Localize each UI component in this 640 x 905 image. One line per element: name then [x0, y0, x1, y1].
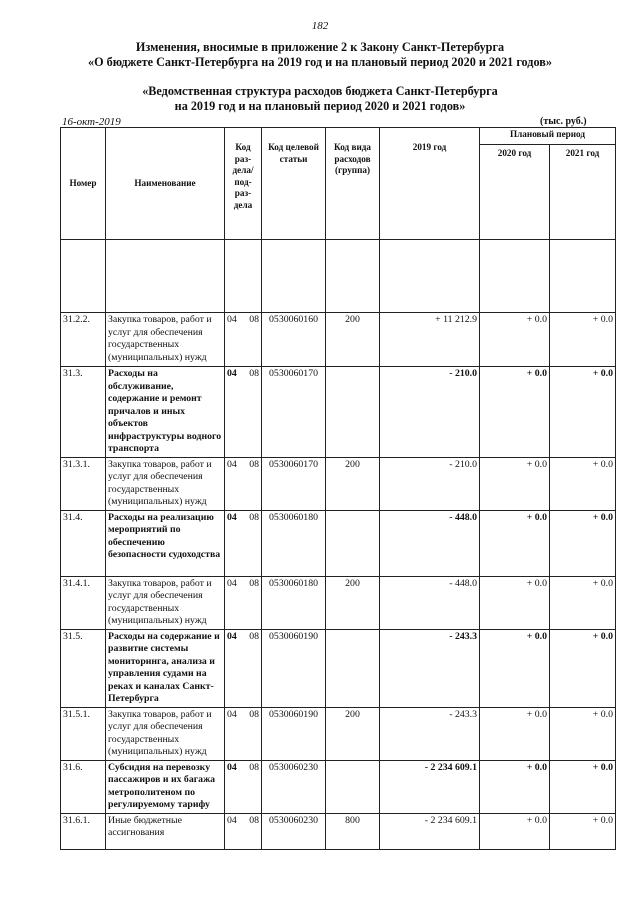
row-number: 31.6.: [61, 760, 106, 813]
row-subsection-code: 08: [243, 629, 262, 707]
row-amount-2020: + 0.0: [480, 629, 550, 707]
row-number: 31.5.: [61, 629, 106, 707]
title-line-1: Изменения, вносимые в приложение 2 к Закону Санкт-Петербурга: [135, 40, 505, 54]
row-amount-2019: + 11 212.9: [380, 313, 480, 367]
row-section-code: 04: [225, 629, 243, 707]
row-number: 31.6.1.: [61, 813, 106, 849]
row-subsection-code: 08: [243, 313, 262, 367]
row-amount-2021: + 0.0: [550, 367, 616, 458]
row-expense-type: 200: [326, 576, 380, 629]
header-2019: 2019 год: [380, 128, 480, 240]
row-amount-2020: + 0.0: [480, 510, 550, 576]
page-number: 182: [311, 20, 329, 32]
row-amount-2020: + 0.0: [480, 457, 550, 510]
row-target-code: 0530060170: [262, 457, 326, 510]
row-amount-2021: + 0.0: [550, 813, 616, 849]
row-amount-2021: + 0.0: [550, 707, 616, 760]
document-title: [0, 40, 640, 70]
row-amount-2020: + 0.0: [480, 367, 550, 458]
row-name: Расходы на содержание и развитие системы мониторинга, анализа и управления судами на реках и каналах Санкт-Петербурга: [106, 629, 225, 707]
row-target-code: 0530060230: [262, 813, 326, 849]
row-amount-2019: - 2 234 609.1: [380, 813, 480, 849]
row-number: 31.4.: [61, 510, 106, 576]
row-amount-2021: + 0.0: [550, 510, 616, 576]
row-amount-2019: - 448.0: [380, 510, 480, 576]
row-section-code: 04: [225, 367, 243, 458]
header-spacer: [61, 240, 616, 313]
table-row: [61, 313, 616, 367]
table-row: [61, 707, 616, 760]
row-expense-type: [326, 760, 380, 813]
row-name: Закупка товаров, работ и услуг для обеспечения государственных (муниципальных) нужд: [106, 313, 225, 367]
row-amount-2021: + 0.0: [550, 313, 616, 367]
budget-table: [60, 127, 616, 850]
row-target-code: 0530060170: [262, 367, 326, 458]
row-name: Субсидия на перевозку пассажиров и их багажа метрополитеном по регулируемому тарифу: [106, 760, 225, 813]
row-amount-2021: + 0.0: [550, 629, 616, 707]
row-amount-2019: - 243.3: [380, 707, 480, 760]
row-name: Закупка товаров, работ и услуг для обеспечения государственных (муниципальных) нужд: [106, 457, 225, 510]
row-name: Иные бюджетные ассигнования: [106, 813, 225, 849]
row-section-code: 04: [225, 760, 243, 813]
row-amount-2019: - 2 234 609.1: [380, 760, 480, 813]
row-number: 31.5.1.: [61, 707, 106, 760]
row-expense-type: 800: [326, 813, 380, 849]
row-amount-2020: + 0.0: [480, 576, 550, 629]
subtitle-line-1: «Ведомственная структура расходов бюджета Санкт-Петербурга: [142, 84, 498, 98]
row-amount-2021: + 0.0: [550, 457, 616, 510]
table-row: [61, 813, 616, 849]
row-subsection-code: 08: [243, 576, 262, 629]
table-row: [61, 457, 616, 510]
row-subsection-code: 08: [243, 707, 262, 760]
document-subtitle: [0, 84, 640, 114]
row-amount-2020: + 0.0: [480, 707, 550, 760]
row-target-code: 0530060190: [262, 629, 326, 707]
document-date: 16-окт-2019: [62, 116, 121, 128]
row-number: 31.3.1.: [61, 457, 106, 510]
table-row: [61, 510, 616, 576]
header-plan-period: Плановый период: [480, 128, 616, 145]
row-amount-2020: + 0.0: [480, 760, 550, 813]
table-row: [61, 760, 616, 813]
row-name: Расходы на реализацию мероприятий по обеспечению безопасности судоходства: [106, 510, 225, 576]
row-section-code: 04: [225, 313, 243, 367]
row-target-code: 0530060160: [262, 313, 326, 367]
row-subsection-code: 08: [243, 510, 262, 576]
row-number: 31.3.: [61, 367, 106, 458]
header-name: Наименование: [106, 128, 225, 240]
row-amount-2020: + 0.0: [480, 313, 550, 367]
row-subsection-code: 08: [243, 457, 262, 510]
table-row: [61, 629, 616, 707]
row-subsection-code: 08: [243, 760, 262, 813]
row-amount-2021: + 0.0: [550, 576, 616, 629]
header-number: Номер: [61, 128, 106, 240]
units-label: (тыс. руб.): [540, 116, 587, 127]
header-target-code: Код целевой статьи: [262, 128, 326, 240]
row-amount-2019: - 210.0: [380, 367, 480, 458]
row-amount-2019: - 243.3: [380, 629, 480, 707]
row-target-code: 0530060190: [262, 707, 326, 760]
row-expense-type: [326, 510, 380, 576]
table-row: [61, 367, 616, 458]
row-number: 31.4.1.: [61, 576, 106, 629]
row-section-code: 04: [225, 813, 243, 849]
row-amount-2019: - 448.0: [380, 576, 480, 629]
row-expense-type: [326, 367, 380, 458]
row-name: Расходы на обслуживание, содержание и ремонт причалов и иных объектов инфраструктуры водного транспорта: [106, 367, 225, 458]
row-name: Закупка товаров, работ и услуг для обеспечения государственных (муниципальных) нужд: [106, 576, 225, 629]
row-subsection-code: 08: [243, 367, 262, 458]
row-amount-2020: + 0.0: [480, 813, 550, 849]
row-section-code: 04: [225, 576, 243, 629]
title-line-2: «О бюджете Санкт-Петербурга на 2019 год и на плановый период 2020 и 2021 годов»: [88, 55, 552, 69]
row-section-code: 04: [225, 457, 243, 510]
table-row: [61, 576, 616, 629]
row-amount-2021: + 0.0: [550, 760, 616, 813]
row-target-code: 0530060180: [262, 576, 326, 629]
row-expense-type: 200: [326, 457, 380, 510]
row-target-code: 0530060180: [262, 510, 326, 576]
row-subsection-code: 08: [243, 813, 262, 849]
row-target-code: 0530060230: [262, 760, 326, 813]
header-expense-type-code: Код вида расходов (группа): [326, 128, 380, 240]
row-section-code: 04: [225, 707, 243, 760]
subtitle-line-2: на 2019 год и на плановый период 2020 и 2021 годов»: [174, 99, 466, 113]
header-section-code: Код раз-дела/ под-раз-дела: [225, 128, 262, 240]
row-expense-type: 200: [326, 313, 380, 367]
row-name: Закупка товаров, работ и услуг для обеспечения государственных (муниципальных) нужд: [106, 707, 225, 760]
row-expense-type: 200: [326, 707, 380, 760]
row-amount-2019: - 210.0: [380, 457, 480, 510]
header-2021: 2021 год: [550, 145, 616, 240]
table-body: [61, 313, 616, 850]
header-2020: 2020 год: [480, 145, 550, 240]
row-expense-type: [326, 629, 380, 707]
row-section-code: 04: [225, 510, 243, 576]
row-number: 31.2.2.: [61, 313, 106, 367]
